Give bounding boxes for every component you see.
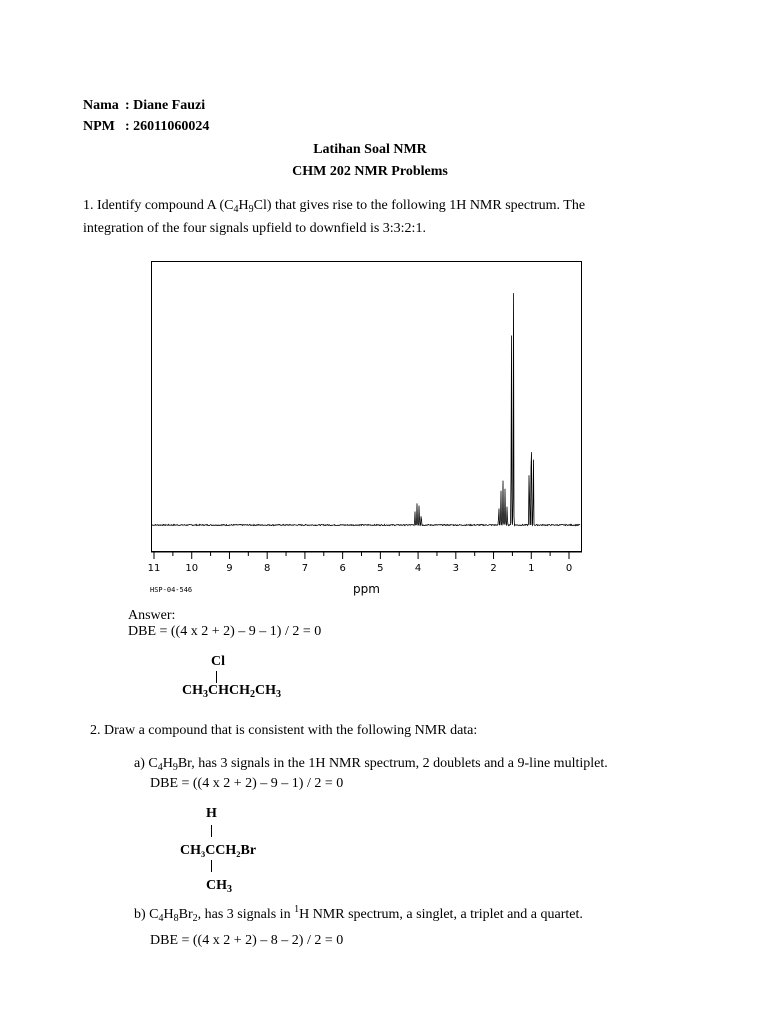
q2b-text: b) $C_4H_8Br_2$, has 3 signals in $^1$H NMR spectrum, a singlet, a triplet and a quartet. xyxy=(134,904,583,924)
tick-label: 6 xyxy=(339,563,346,574)
q1-struct-bond xyxy=(216,671,217,683)
npm-value: : 26011060024 xyxy=(125,119,210,134)
q1-struct-cl: Cl xyxy=(211,654,225,669)
q2a-struct-bond-bottom xyxy=(211,860,212,872)
q1-text-line2: integration of the four signals upfield to downfield is 3:3:2:1. xyxy=(83,221,426,236)
tick-label: 11 xyxy=(147,563,161,574)
tick-label: 2 xyxy=(490,563,497,574)
q1-dbe: DBE = ((4 x 2 + 2) – 9 – 1) / 2 = 0 xyxy=(128,624,322,639)
q2a-struct-bond-top xyxy=(211,825,212,837)
title-1: Latihan Soal NMR xyxy=(313,142,427,157)
tick-label: 10 xyxy=(185,563,199,574)
spectrum-trace xyxy=(152,293,580,525)
q2b-dbe: DBE = ((4 x 2 + 2) – 8 – 2) / 2 = 0 xyxy=(150,933,344,948)
q2a-structure: CH₃CCH₂Br xyxy=(180,843,257,858)
spectrum-code: HSP-04-546 xyxy=(150,586,193,594)
name-label: Nama xyxy=(83,98,119,113)
npm-label: NPM xyxy=(83,119,115,134)
tick-label: 3 xyxy=(452,563,459,574)
tick-label: 0 xyxy=(565,563,573,574)
name-value: : Diane Fauzi xyxy=(125,98,206,113)
tick-label: 4 xyxy=(414,563,422,574)
q2a-dbe: DBE = ((4 x 2 + 2) – 9 – 1) / 2 = 0 xyxy=(150,776,344,791)
title-2: CHM 202 NMR Problems xyxy=(292,164,448,179)
ppm-axis-label: ppm xyxy=(353,582,380,596)
tick-label: 5 xyxy=(377,563,384,574)
q2a-struct-ch3: $CH_3$ xyxy=(206,878,232,895)
q1-structure: $CH_3CHCH_2CH_3$ xyxy=(182,683,281,700)
tick-label: 8 xyxy=(263,563,271,574)
ppm-axis xyxy=(151,552,582,559)
q2-intro: 2. Draw a compound that is consistent with the following NMR data: xyxy=(90,723,478,738)
tick-label: 9 xyxy=(226,563,233,574)
tick-label: 1 xyxy=(528,563,535,574)
answer-label: Answer: xyxy=(128,608,176,623)
q2a-struct-h: H xyxy=(206,806,217,821)
q1-text-line1: 1. Identify compound A $(C_4H_9Cl)$ that gives rise to the following 1H NMR spectrum. The xyxy=(83,198,586,215)
tick-label: 7 xyxy=(301,563,309,574)
q2a-text: a) $C_4H_9Br$, has 3 signals in the 1H NMR spectrum, 2 doublets and a 9-line multiplet. xyxy=(134,756,608,773)
